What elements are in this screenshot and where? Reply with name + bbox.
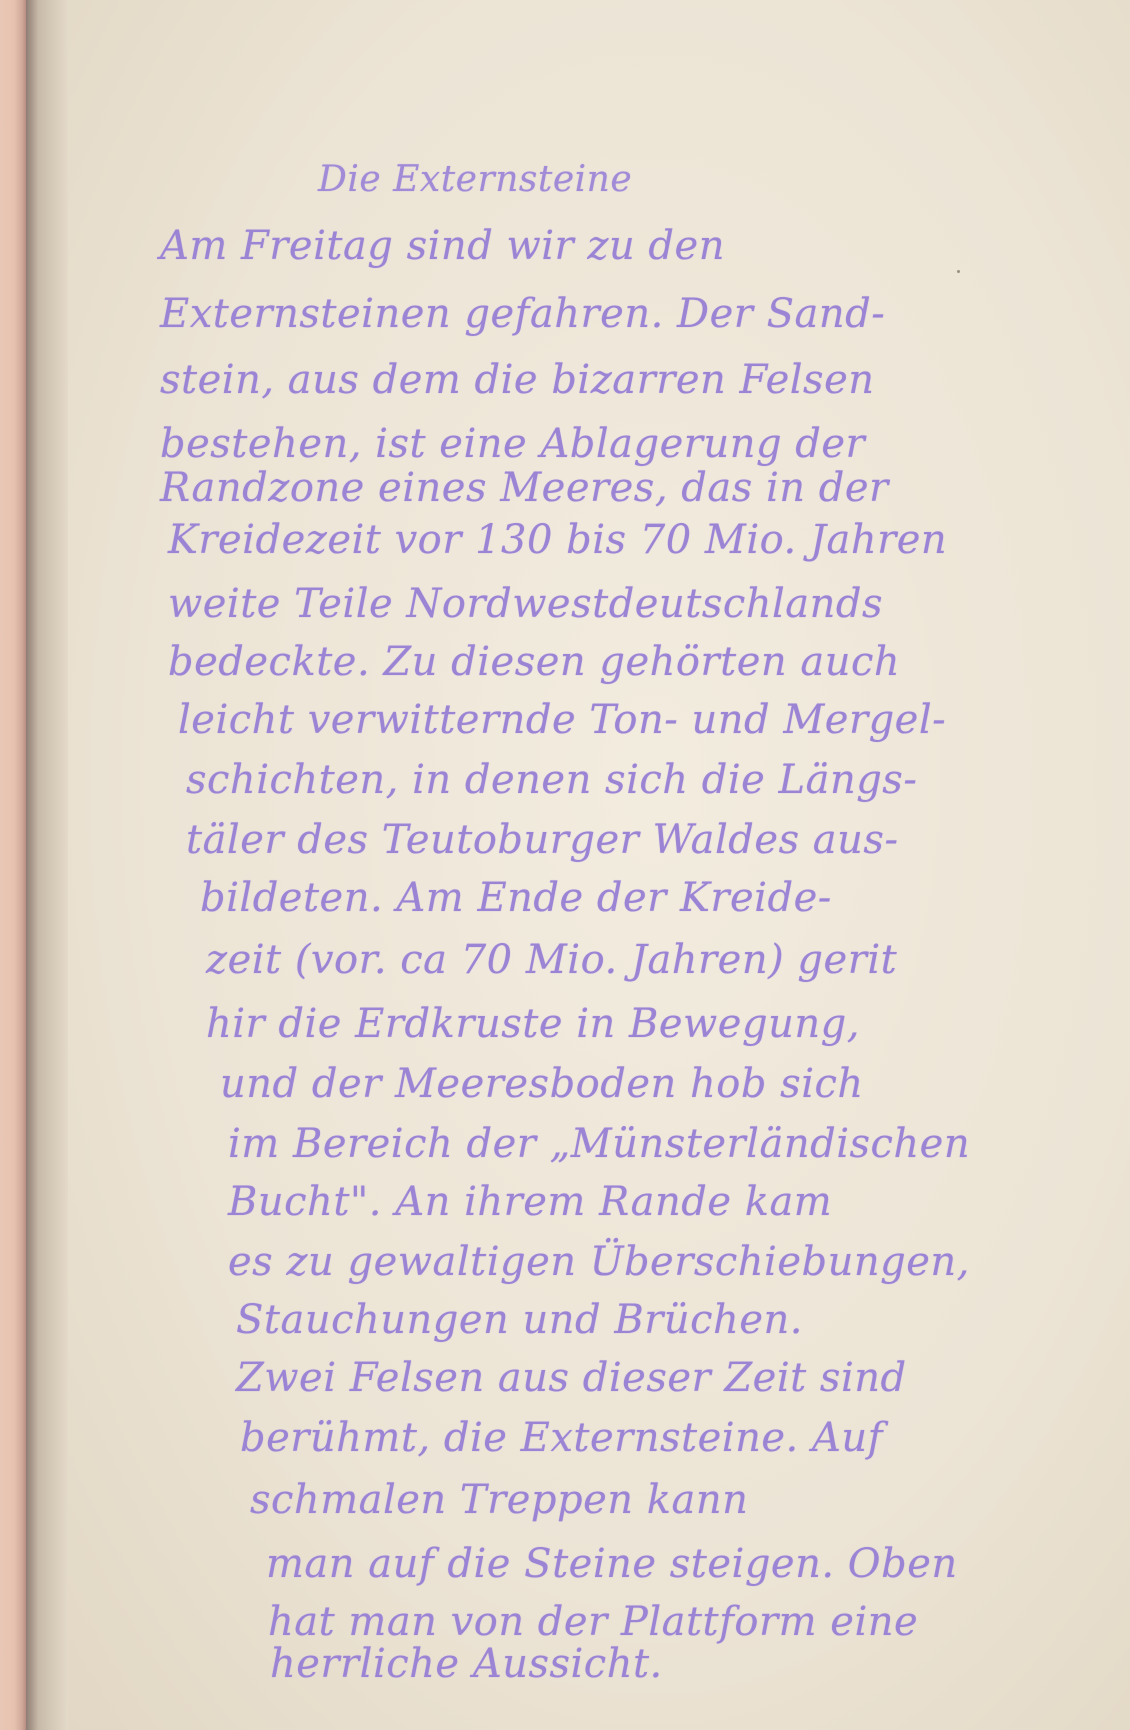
text-line: Randzone eines Meeres, das in der: [160, 465, 889, 511]
text-line: Bucht". An ihrem Rande kam: [228, 1179, 833, 1225]
text-line: man auf die Steine steigen. Oben: [266, 1541, 958, 1587]
text-line: Stauchungen und Brüchen.: [236, 1297, 803, 1343]
text-line: hat man von der Plattform eine: [268, 1599, 919, 1645]
text-line: hir die Erdkruste in Bewegung,: [206, 1001, 860, 1047]
text-line: zeit (vor. ca 70 Mio. Jahren) gerit: [206, 937, 898, 983]
text-line: schichten, in denen sich die Längs-: [186, 757, 918, 803]
text-line: täler des Teutoburger Waldes aus-: [186, 817, 899, 863]
text-line: Am Freitag sind wir zu den: [160, 223, 725, 269]
text-line: Externsteinen gefahren. Der Sand-: [160, 291, 886, 337]
text-line: Zwei Felsen aus dieser Zeit sind: [236, 1355, 907, 1401]
text-line: herrliche Aussicht.: [270, 1641, 663, 1687]
text-line: bestehen, ist eine Ablagerung der: [160, 421, 866, 467]
text-line: bedeckte. Zu diesen gehörten auch: [168, 639, 901, 685]
text-line: schmalen Treppen kann: [250, 1477, 749, 1523]
text-line: weite Teile Nordwestdeutschlands: [168, 581, 884, 627]
text-line: bildeten. Am Ende der Kreide-: [200, 875, 832, 921]
page-title: Die Externsteine: [318, 159, 633, 200]
text-line: leicht verwitternde Ton- und Mergel-: [178, 697, 947, 743]
text-line: es zu gewaltigen Überschiebungen,: [228, 1239, 970, 1285]
text-line: stein, aus dem die bizarren Felsen: [160, 357, 875, 403]
text-line: und der Meeresboden hob sich: [220, 1061, 864, 1107]
text-line: Kreidezeit vor 130 bis 70 Mio. Jahren: [168, 517, 948, 563]
text-line: berühmt, die Externsteine. Auf: [240, 1415, 883, 1461]
text-line: im Bereich der „Münsterländischen: [228, 1121, 971, 1167]
